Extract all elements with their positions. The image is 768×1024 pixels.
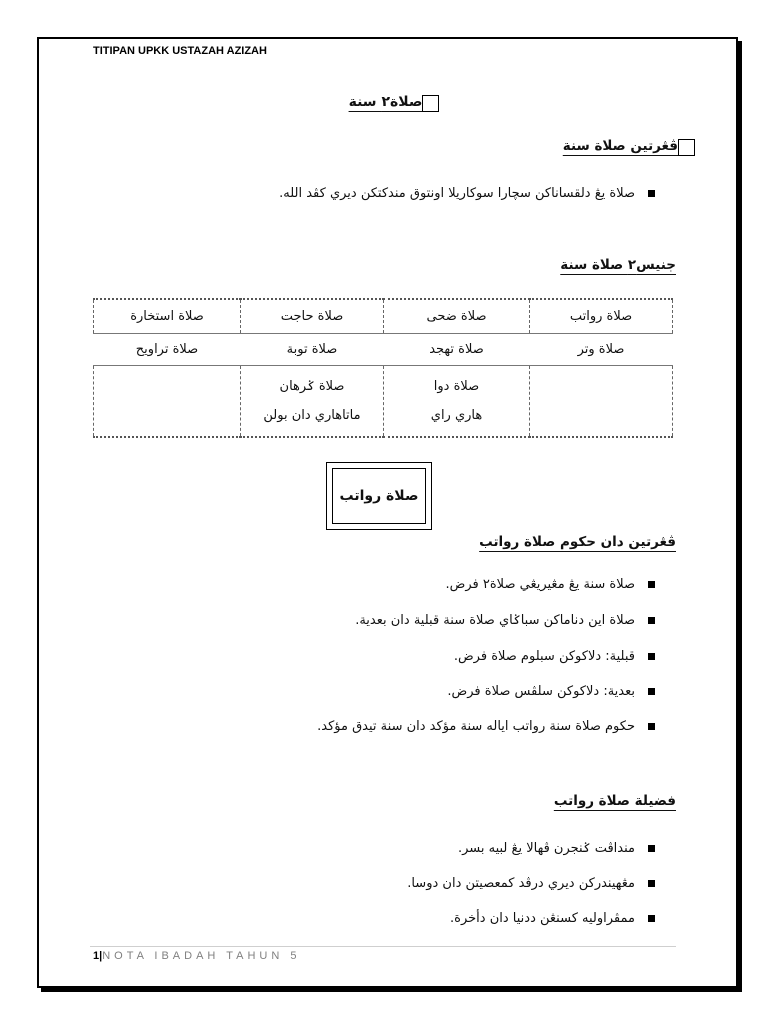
list-item bbox=[317, 674, 655, 709]
list-item bbox=[407, 866, 655, 901]
missing-glyph-box-icon bbox=[678, 139, 695, 156]
bullet-square-icon bbox=[648, 723, 655, 730]
table-row bbox=[94, 334, 673, 366]
table-cell: صلاة تراويح bbox=[94, 334, 241, 366]
table-cell: صلاة توبة bbox=[241, 334, 384, 366]
rawatib-virtues-heading-text: فضيلة صلاة رواتب bbox=[553, 793, 676, 809]
list-item-text: مڠهيندركن ديري درڤد كمعصيتن دان دوسا. bbox=[407, 876, 635, 891]
table-cell: صلاة حاجت bbox=[241, 299, 384, 334]
types-heading bbox=[560, 255, 676, 275]
footer-divider bbox=[90, 946, 676, 947]
table-cell bbox=[241, 366, 384, 438]
definition-heading-text: ڤڠرتين صلاة سنة bbox=[562, 138, 678, 154]
list-item bbox=[317, 709, 655, 744]
list-item bbox=[317, 566, 655, 602]
table-cell: صلاة تهجد bbox=[384, 334, 530, 366]
rawatib-definition-heading bbox=[479, 532, 676, 552]
missing-glyph-box-icon bbox=[422, 95, 439, 112]
bullet-square-icon bbox=[648, 581, 655, 588]
list-item bbox=[407, 901, 655, 936]
rawatib-title-text: صلاة رواتب bbox=[332, 468, 426, 524]
bullet-square-icon bbox=[648, 845, 655, 852]
table-cell-line: ماتاهاري دان بولن bbox=[263, 408, 361, 423]
bullet-square-icon bbox=[648, 880, 655, 887]
table-cell: صلاة استخارة bbox=[94, 299, 241, 334]
prayer-types-table bbox=[93, 298, 673, 438]
table-cell-line: صلاة ݢرهان bbox=[279, 379, 345, 394]
list-item-text: صلاة اين دناماكن سباݢاي صلاة سنة قبلية دان بعدية. bbox=[355, 612, 635, 628]
bullet-square-icon bbox=[648, 653, 655, 660]
bullet-square-icon bbox=[648, 190, 655, 197]
table-cell: صلاة وتر bbox=[530, 334, 673, 366]
table-row bbox=[94, 299, 673, 334]
list-item-text: منداڤت ݢنجرن ڤهالا يڠ لبيه بسر. bbox=[457, 841, 635, 856]
list-item bbox=[279, 181, 655, 205]
table-cell-empty bbox=[94, 366, 241, 438]
footer-separator: | bbox=[99, 950, 103, 962]
rawatib-virtues-bullet-list bbox=[407, 831, 655, 936]
types-heading-text: جنيس٢ صلاة سنة bbox=[560, 257, 676, 273]
rawatib-title-box bbox=[326, 462, 432, 530]
page-footer bbox=[93, 949, 300, 963]
table-row bbox=[94, 366, 673, 438]
list-item bbox=[317, 638, 655, 674]
table-cell-line: هاري راي bbox=[430, 408, 483, 423]
table-cell: صلاة رواتب bbox=[530, 299, 673, 334]
definition-bullet-list bbox=[279, 181, 655, 205]
rawatib-definition-heading-text: ڤڠرتين دان حكوم صلاة رواتب bbox=[479, 534, 676, 550]
table-cell: صلاة ضحى bbox=[384, 299, 530, 334]
table-cell-line: صلاة دوا bbox=[433, 379, 480, 394]
page-title-text: صلاة٢ سنة bbox=[348, 94, 423, 110]
footer-label: NOTA IBADAH TAHUN 5 bbox=[102, 950, 301, 962]
page-header: TITIPAN UPKK USTAZAH AZIZAH bbox=[93, 45, 267, 57]
page-number: 1 bbox=[93, 950, 100, 962]
bullet-square-icon bbox=[648, 688, 655, 695]
table-cell bbox=[384, 366, 530, 438]
list-item-text: صلاة يڠ دلقساناكن سچارا سوكاريلا اونتوق مندكتكن ديري كڤد الله. bbox=[279, 185, 635, 201]
list-item-text: صلاة سنة يڠ مڠيريڠي صلاة٢ فرض. bbox=[445, 576, 635, 592]
bullet-square-icon bbox=[648, 915, 655, 922]
table-cell-empty bbox=[530, 366, 673, 438]
page-title bbox=[0, 92, 768, 112]
definition-heading bbox=[563, 136, 695, 156]
rawatib-virtues-heading bbox=[554, 791, 676, 811]
list-item-text: ممڤراوليه كسنڠن ددنيا دان دأخرة. bbox=[450, 911, 635, 926]
list-item bbox=[317, 602, 655, 638]
list-item-text: حكوم صلاة سنة رواتب اياله سنة مؤكد دان سنة تيدق مؤكد. bbox=[317, 719, 635, 734]
list-item-text: بعدية: دلاكوكن سلڤس صلاة فرض. bbox=[447, 684, 635, 699]
bullet-square-icon bbox=[648, 617, 655, 624]
list-item bbox=[407, 831, 655, 866]
list-item-text: قبلية: دلاكوكن سبلوم صلاة فرض. bbox=[453, 648, 635, 664]
rawatib-definition-bullet-list bbox=[317, 566, 655, 744]
